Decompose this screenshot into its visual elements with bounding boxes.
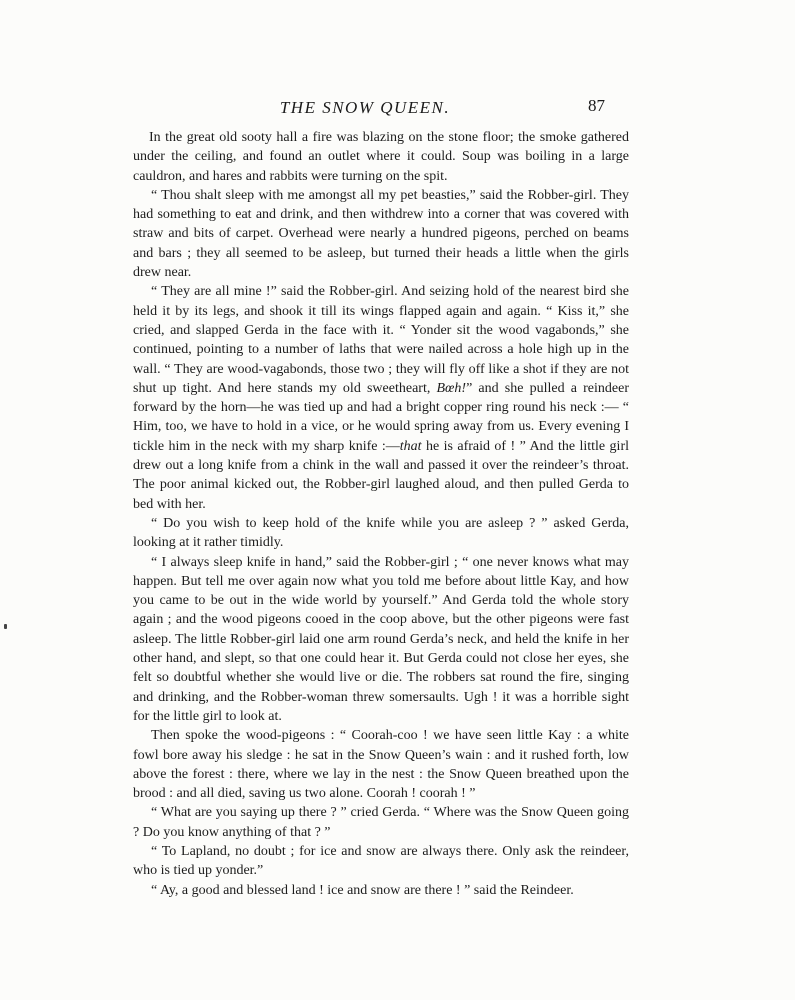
text-run: “ What are you saying up there ? ” cried Gerda. “ Where was the Snow Queen going ? Do you know anything of that ? ” xyxy=(133,805,629,840)
paragraph xyxy=(133,726,629,803)
page-number: 87 xyxy=(588,96,605,115)
running-title: THE SNOW QUEEN. xyxy=(279,98,451,117)
paragraph xyxy=(133,282,629,514)
text-run: ” and she pulled a reindeer forward by the horn—he was tied up and had a bright copper ring round his neck :— “ Him, too, we have to hold in a vice, or he would spring away from us. Every evening I tickle him in the neck with my sharp knife :— xyxy=(133,380,630,454)
italic-text-run: Bœh! xyxy=(436,380,467,396)
text-run: “ They are all mine !” said the Robber-girl. And seizing hold of the nearest bird she held it by its legs, and shook it till its wings flapped again and again. “ Kiss it,” she cried, and slapped Gerda in the face with it. “ Yonder sit the wood vagabonds,” she continued, pointing to a number of laths that were nailed across a hole high up in the wall. “ They are wood-vagabonds, those two ; they will fly off like a shot if they are not shut up tight. And here stands my old sweetheart, xyxy=(133,284,629,396)
paragraph xyxy=(133,514,629,553)
italic-text-run: that xyxy=(399,438,422,454)
paragraph xyxy=(133,881,629,900)
paragraph xyxy=(133,186,629,282)
text-run: “ Do you wish to keep hold of the knife while you are asleep ? ” asked Gerda, looking at it rather timidly. xyxy=(133,515,629,551)
paragraph xyxy=(133,553,629,727)
text-run: In the great old sooty hall a fire was blazing on the stone floor; the smoke gathered under the ceiling, and found an outlet where it could. Soup was boiling in a large cauldron, and hares and rabbits were turning on the spit. xyxy=(133,130,629,184)
text-run: “ Thou shalt sleep with me amongst all my pet beasties,” said the Robber-girl. They had something to eat and drink, and then withdrew into a corner that was covered with straw and bits of carpet. Overhead were nearly a hundred pigeons, perched on beams and bars ; they all seemed to be asleep, but turned their heads a little when the girls drew near. xyxy=(133,187,629,281)
margin-speck xyxy=(4,624,7,629)
paragraph xyxy=(133,842,629,881)
paragraph xyxy=(133,803,629,842)
body-text xyxy=(133,128,629,900)
text-run: “ I always sleep knife in hand,” said the Robber-girl ; “ one never knows what may happen. But tell me over again now what you told me before about little Kay, and how you came to be out in the wide world by yourself.” And Gerda told the whole story again ; and the wood pigeons cooed in the coop above, but the other pigeons were fast asleep. The little Robber-girl laid one arm round Gerda’s neck, and held the knife in her other hand, and slept, so that one could hear it. But Gerda could not close her eyes, she felt so doubtful whether she would live or die. The robbers sat round the fire, singing and drinking, and the Robber-woman threw somersaults. Ugh ! it was a horrible sight for the little girl to look at. xyxy=(133,554,629,724)
text-run: Then spoke the wood-pigeons : “ Coorah-coo ! we have seen little Kay : a white fowl bore away his sledge : he sat in the Snow Queen’s wain : and it rushed forth, low above the forest : there, where we lay in the nest : the Snow Queen breathed upon the brood : and all died, saving us two alone. Coorah ! coorah ! ” xyxy=(133,728,629,802)
paragraph xyxy=(133,128,629,186)
text-run: “ To Lapland, no doubt ; for ice and snow are always there. Only ask the reindeer, who is tied up yonder.” xyxy=(133,843,629,879)
text-run: he is afraid of ! ” And the little girl drew out a long knife from a chink in the wall and passed it over the reindeer’s throat. The poor animal kicked out, the Robber-girl laughed aloud, and then pulled Gerda to bed with her. xyxy=(133,438,629,512)
text-run: “ Ay, a good and blessed land ! ice and snow are there ! ” said the Reindeer. xyxy=(151,882,574,898)
